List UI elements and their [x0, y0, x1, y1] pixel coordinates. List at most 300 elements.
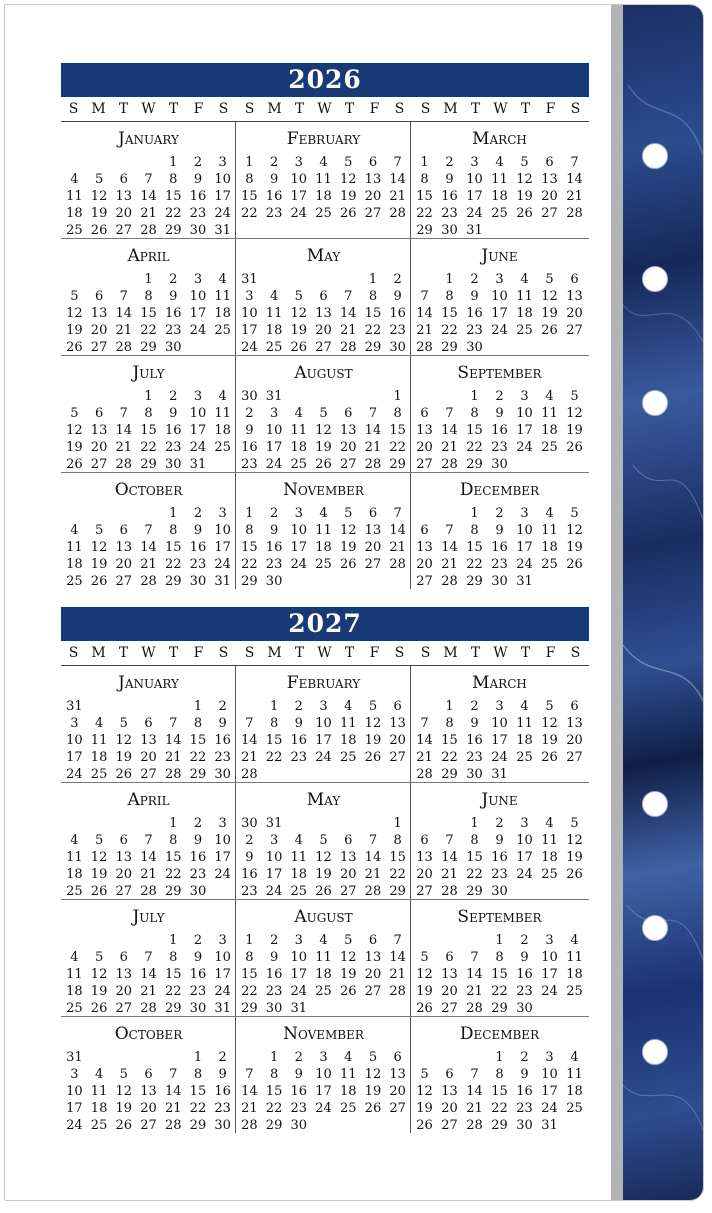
day-cell: 31: [265, 816, 283, 831]
day-cell: 17: [290, 540, 308, 555]
day-cell: 16: [466, 733, 483, 748]
day-cell: 23: [164, 323, 182, 338]
day-cell: 10: [214, 523, 231, 538]
day-cell: 23: [189, 206, 207, 221]
day-cell: 21: [416, 750, 433, 765]
day-cell: 28: [339, 340, 357, 355]
day-cell: 12: [541, 289, 558, 304]
day-cell: 2: [495, 506, 504, 521]
month-name: July: [132, 363, 165, 383]
week-row: [412, 698, 587, 715]
day-cell: 24: [541, 984, 558, 999]
weekday-label: S: [68, 101, 79, 117]
day-cell: 20: [389, 733, 406, 748]
day-cell: 14: [140, 967, 157, 982]
day-cell: 25: [66, 574, 83, 589]
day-cell: 6: [445, 1067, 454, 1082]
day-cell: 1: [193, 1050, 203, 1065]
day-cell: 27: [115, 884, 133, 899]
day-cell: 22: [466, 557, 483, 572]
day-cell: 5: [420, 1067, 429, 1082]
day-cell: 18: [339, 1084, 357, 1099]
day-cell: 11: [339, 716, 357, 731]
day-cell: [62, 154, 87, 171]
weekday-label: W: [141, 645, 156, 661]
day-cell: 20: [90, 323, 108, 338]
day-cell: 22: [265, 750, 283, 765]
day-cell: 25: [339, 750, 357, 765]
day-cell: 24: [466, 206, 483, 221]
day-cell: 22: [466, 867, 483, 882]
day-cell: 13: [416, 423, 433, 438]
week-row: [412, 883, 587, 900]
day-cell: 8: [420, 172, 429, 187]
day-cell: 13: [115, 540, 133, 555]
day-cell: 3: [495, 699, 504, 714]
day-cell: 7: [169, 1067, 178, 1082]
day-cell: 3: [193, 272, 203, 287]
day-cell: 6: [94, 289, 104, 304]
week-row: [237, 849, 410, 866]
day-cell: 24: [189, 323, 207, 338]
week-row: [237, 1083, 410, 1100]
day-cell: 3: [470, 155, 479, 170]
day-cell: 18: [516, 306, 533, 321]
day-cell: 20: [441, 1101, 458, 1116]
day-cell: 18: [541, 540, 558, 555]
day-cell: 8: [393, 833, 402, 848]
week-row: [62, 205, 235, 222]
day-cell: 15: [364, 306, 382, 321]
day-cell: [412, 698, 437, 715]
day-cell: 29: [265, 1118, 283, 1133]
day-cell: 21: [566, 189, 583, 204]
day-cell: 31: [241, 272, 258, 287]
day-cell: 16: [516, 967, 533, 982]
day-cell: [311, 573, 336, 590]
weekday-label: W: [317, 101, 332, 117]
day-cell: 1: [368, 272, 378, 287]
day-cell: 8: [245, 950, 254, 965]
day-cell: 16: [214, 1084, 231, 1099]
day-cell: 26: [90, 223, 108, 238]
day-cell: [437, 932, 462, 949]
marbled-tab-strip: [623, 5, 704, 1201]
day-cell: 30: [214, 767, 231, 782]
day-cell: 21: [115, 440, 133, 455]
day-cell: 20: [416, 867, 433, 882]
day-cell: 24: [290, 984, 308, 999]
week-row: [62, 749, 235, 766]
day-cell: 3: [70, 1067, 79, 1082]
day-cell: 18: [491, 189, 508, 204]
week-row: [62, 698, 235, 715]
week-row: [237, 405, 410, 422]
day-cell: 6: [144, 716, 153, 731]
day-cell: 30: [214, 1118, 231, 1133]
week-row: [62, 732, 235, 749]
day-cell: 3: [319, 699, 328, 714]
day-cell: 14: [164, 733, 182, 748]
week-row: [237, 883, 410, 900]
day-cell: 10: [189, 406, 207, 421]
month-march: [411, 122, 587, 238]
day-cell: 21: [164, 750, 182, 765]
day-cell: 26: [90, 1001, 108, 1016]
day-cell: [237, 698, 262, 715]
day-cell: 7: [144, 950, 153, 965]
day-cell: [136, 698, 161, 715]
day-cell: 11: [516, 289, 533, 304]
day-cell: [512, 339, 537, 356]
week-row: [237, 305, 410, 322]
month-row: [61, 239, 589, 356]
day-cell: [537, 573, 562, 590]
day-cell: 21: [389, 967, 406, 982]
day-cell: 29: [441, 767, 458, 782]
day-cell: [62, 388, 87, 405]
day-cell: [87, 815, 112, 832]
day-cell: 4: [520, 699, 529, 714]
day-cell: 4: [319, 506, 328, 521]
day-cell: 22: [466, 440, 483, 455]
day-cell: 31: [66, 699, 83, 714]
day-cell: 4: [545, 816, 554, 831]
day-cell: 23: [491, 557, 508, 572]
day-cell: 6: [570, 699, 579, 714]
week-row: [412, 505, 587, 522]
day-cell: 29: [364, 340, 382, 355]
day-cell: [512, 883, 537, 900]
day-cell: 14: [115, 306, 133, 321]
month-march: [411, 666, 587, 782]
day-cell: 5: [94, 523, 104, 538]
day-cell: 7: [445, 523, 454, 538]
day-cell: 22: [441, 323, 458, 338]
week-row: [237, 422, 410, 439]
day-cell: 4: [70, 833, 79, 848]
day-cell: 2: [470, 699, 479, 714]
day-cell: [412, 1049, 437, 1066]
day-cell: 24: [265, 884, 283, 899]
week-row: [237, 715, 410, 732]
day-cell: 18: [566, 967, 583, 982]
day-cell: 28: [466, 1118, 483, 1133]
day-cell: 7: [470, 1067, 479, 1082]
day-cell: 4: [70, 523, 79, 538]
day-cell: [286, 271, 311, 288]
day-cell: 13: [90, 423, 108, 438]
week-row: [62, 715, 235, 732]
month-name: February: [286, 129, 361, 149]
day-cell: 17: [66, 1101, 83, 1116]
week-row: [237, 573, 410, 590]
day-cell: 9: [169, 289, 178, 304]
day-cell: 27: [416, 457, 433, 472]
week-row: [62, 388, 235, 405]
day-cell: 22: [441, 750, 458, 765]
day-cell: 18: [566, 1084, 583, 1099]
day-cell: [237, 1049, 262, 1066]
week-row: [62, 539, 235, 556]
day-cell: 22: [140, 440, 157, 455]
day-cell: 3: [520, 389, 529, 404]
day-cell: 8: [169, 172, 178, 187]
day-cell: 30: [241, 816, 258, 831]
day-cell: 16: [164, 306, 182, 321]
day-cell: 19: [315, 440, 332, 455]
day-cell: 4: [570, 1050, 579, 1065]
week-row: [62, 1049, 235, 1066]
day-cell: [87, 1049, 112, 1066]
day-cell: 18: [541, 850, 558, 865]
week-row: [237, 171, 410, 188]
week-row: [62, 1117, 235, 1134]
day-cell: 28: [140, 1001, 157, 1016]
day-cell: 16: [441, 189, 458, 204]
day-cell: 3: [193, 389, 203, 404]
week-row: [412, 983, 587, 1000]
day-cell: 29: [241, 574, 258, 589]
day-cell: 21: [241, 1101, 258, 1116]
day-cell: 11: [90, 1084, 108, 1099]
day-cell: 2: [218, 1050, 227, 1065]
day-cell: 20: [566, 306, 583, 321]
week-row: [412, 966, 587, 983]
day-cell: 23: [516, 984, 533, 999]
day-cell: 28: [241, 767, 258, 782]
day-cell: 10: [315, 1067, 332, 1082]
day-cell: [412, 271, 437, 288]
day-cell: [136, 505, 161, 522]
day-cell: 6: [368, 506, 378, 521]
day-cell: 23: [290, 1101, 308, 1116]
day-cell: 10: [290, 523, 308, 538]
day-cell: 19: [364, 733, 382, 748]
day-cell: 16: [189, 967, 207, 982]
day-cell: [462, 932, 487, 949]
day-cell: 3: [545, 1050, 554, 1065]
day-cell: 23: [265, 206, 283, 221]
day-cell: 11: [315, 172, 332, 187]
day-cell: 7: [169, 716, 178, 731]
day-cell: 15: [189, 1084, 207, 1099]
day-cell: 5: [319, 833, 328, 848]
day-cell: 28: [389, 984, 406, 999]
day-cell: 18: [66, 206, 83, 221]
day-cell: 13: [339, 423, 357, 438]
day-cell: 9: [169, 406, 178, 421]
week-row: [412, 556, 587, 573]
week-row: [412, 188, 587, 205]
day-cell: [62, 505, 87, 522]
day-cell: 18: [541, 423, 558, 438]
day-cell: 27: [315, 340, 332, 355]
day-cell: 4: [294, 406, 303, 421]
day-cell: 13: [389, 1067, 406, 1082]
day-cell: 11: [541, 833, 558, 848]
day-cell: [87, 271, 112, 288]
day-cell: 27: [364, 557, 382, 572]
day-cell: [336, 573, 361, 590]
day-cell: 25: [214, 440, 231, 455]
day-cell: 28: [389, 557, 406, 572]
day-cell: [562, 883, 587, 900]
day-cell: 3: [218, 933, 227, 948]
day-cell: 24: [189, 440, 207, 455]
day-cell: 19: [66, 440, 83, 455]
weekday-header-row: [61, 641, 589, 666]
day-cell: 17: [214, 850, 231, 865]
weekday-label: F: [193, 645, 204, 661]
day-cell: 11: [290, 850, 308, 865]
week-row: [62, 339, 235, 356]
week-row: [237, 949, 410, 966]
day-cell: 22: [241, 557, 258, 572]
day-cell: 2: [520, 1050, 529, 1065]
planner-page: [4, 4, 704, 1201]
week-row: [62, 522, 235, 539]
week-row: [237, 1000, 410, 1017]
day-cell: 20: [115, 206, 133, 221]
day-cell: [412, 505, 437, 522]
day-cell: 2: [218, 699, 227, 714]
day-cell: 8: [193, 716, 203, 731]
day-cell: 20: [416, 557, 433, 572]
day-cell: 7: [119, 289, 128, 304]
day-cell: 16: [290, 733, 308, 748]
day-cell: 29: [389, 884, 406, 899]
day-cell: 1: [245, 933, 254, 948]
week-row: [412, 832, 587, 849]
day-cell: [412, 932, 437, 949]
day-cell: [361, 1117, 386, 1134]
weekday-label: T: [344, 101, 355, 117]
week-row: [237, 339, 410, 356]
day-cell: [437, 388, 462, 405]
day-cell: 15: [265, 733, 283, 748]
day-cell: 9: [193, 523, 203, 538]
week-row: [412, 271, 587, 288]
day-cell: [210, 456, 235, 473]
day-cell: [62, 815, 87, 832]
week-row: [62, 1083, 235, 1100]
day-cell: [361, 766, 386, 783]
day-cell: 15: [164, 850, 182, 865]
day-cell: 21: [364, 440, 382, 455]
day-cell: 19: [66, 323, 83, 338]
day-cell: 9: [445, 172, 454, 187]
day-cell: 13: [389, 716, 406, 731]
day-cell: 21: [140, 557, 157, 572]
day-cell: 29: [164, 1001, 182, 1016]
day-cell: 10: [214, 833, 231, 848]
day-cell: 25: [541, 867, 558, 882]
day-cell: 1: [269, 1050, 279, 1065]
month-october: [61, 473, 236, 589]
month-august: [236, 356, 411, 472]
day-cell: 26: [364, 750, 382, 765]
weekday-label: T: [168, 645, 179, 661]
day-cell: 7: [368, 406, 378, 421]
day-cell: 27: [115, 1001, 133, 1016]
day-cell: [136, 815, 161, 832]
day-cell: [311, 1117, 336, 1134]
week-row: [237, 1100, 410, 1117]
day-cell: 14: [466, 967, 483, 982]
month-row: [61, 122, 589, 239]
day-cell: 28: [164, 1118, 182, 1133]
day-cell: 8: [445, 289, 454, 304]
day-cell: 2: [193, 155, 203, 170]
day-cell: 8: [169, 950, 178, 965]
day-cell: 6: [94, 406, 104, 421]
weekday-label: S: [394, 101, 405, 117]
day-cell: 20: [364, 967, 382, 982]
day-cell: 29: [491, 1118, 508, 1133]
day-cell: 8: [470, 833, 479, 848]
day-cell: 26: [90, 884, 108, 899]
day-cell: 30: [290, 1118, 308, 1133]
day-cell: 25: [66, 223, 83, 238]
month-name: October: [114, 480, 183, 500]
day-cell: [111, 271, 136, 288]
day-cell: 5: [368, 699, 378, 714]
month-row: [61, 900, 589, 1017]
day-cell: 22: [140, 323, 157, 338]
weekday-label: S: [244, 645, 255, 661]
day-cell: 4: [319, 933, 328, 948]
day-cell: 24: [214, 984, 231, 999]
day-cell: 25: [90, 1118, 108, 1133]
day-cell: 30: [466, 767, 483, 782]
day-cell: 30: [491, 884, 508, 899]
day-cell: 23: [516, 1101, 533, 1116]
day-cell: [361, 815, 386, 832]
day-cell: 19: [90, 206, 108, 221]
day-cell: 3: [218, 155, 227, 170]
weekday-label: M: [267, 645, 282, 661]
day-cell: 24: [66, 767, 83, 782]
day-cell: 30: [189, 1001, 207, 1016]
day-cell: 15: [466, 850, 483, 865]
day-cell: [111, 698, 136, 715]
day-cell: [336, 1117, 361, 1134]
weekday-label: S: [570, 101, 581, 117]
day-cell: [136, 932, 161, 949]
day-cell: [311, 766, 336, 783]
day-cell: 28: [416, 340, 433, 355]
day-cell: 27: [566, 323, 583, 338]
ring-hole: [642, 143, 668, 169]
day-cell: 21: [115, 323, 133, 338]
day-cell: 8: [144, 289, 153, 304]
day-cell: 7: [420, 289, 429, 304]
day-cell: 20: [339, 867, 357, 882]
day-cell: [562, 456, 587, 473]
day-cell: 12: [516, 172, 533, 187]
week-row: [412, 573, 587, 590]
week-row: [62, 949, 235, 966]
day-cell: 27: [541, 206, 558, 221]
day-cell: 17: [541, 967, 558, 982]
day-cell: 14: [364, 850, 382, 865]
day-cell: 16: [241, 867, 258, 882]
day-cell: [562, 1000, 587, 1017]
day-cell: 4: [218, 272, 227, 287]
day-cell: 26: [315, 884, 332, 899]
day-cell: 14: [389, 523, 406, 538]
